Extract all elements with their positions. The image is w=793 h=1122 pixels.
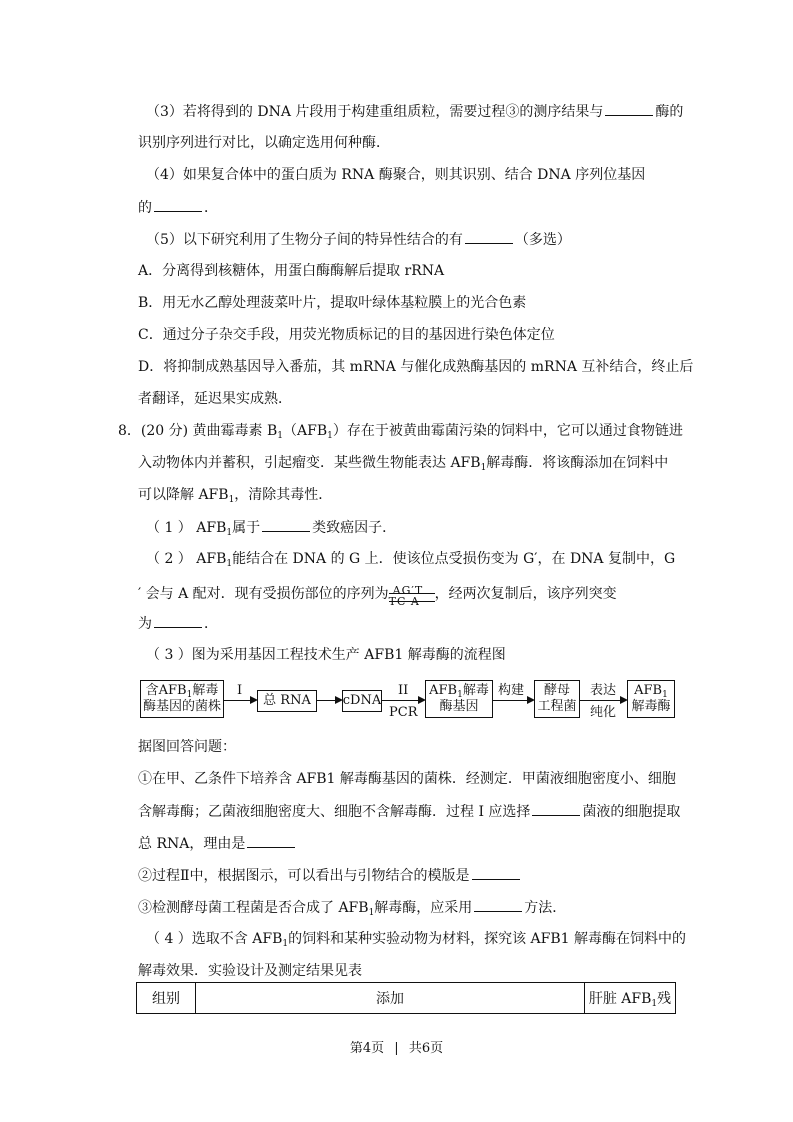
flow-box-gene: $AFB_1$解毒 酶基因 [425,680,493,718]
table-header-liver-afb1: 肝脏 $AFB_1$残 [585,983,676,1014]
q7-option-b: B．用无水乙醇处理菠菜叶片，提取叶绿体基粒膜上的光合色素 [138,295,527,311]
q8-intro-line2: 入动物体内并蓄积，引起瘤变．某些微生物能表达 $AFB_1$解毒酶．将该酶添加在饲料中 [138,455,669,473]
answer-blank[interactable] [465,229,513,244]
q8-part4-line2: 解毒效果．实验设计及测定结果见表 [138,963,362,979]
q8-intro-line1: 8．(20 分) 黄曲霉毒素 $B_1(AFB_1)$存在于被黄曲霉菌污染的饲料中，它可以通过食物链进 [118,423,683,441]
flow-box-enzyme: $AFB_1$ 解毒酶 [627,680,675,718]
q7-part4-line2: 的 ． [138,197,218,218]
results-table [136,982,676,1014]
flow-box-cdna: cDNA [342,690,382,712]
flow-arrow-4 [493,700,533,701]
q8-subq1-line3: 总 RNA，理由是 [138,833,297,854]
flow-step-2-label: II [398,683,409,698]
damaged-dna-sequence: AG′T TC A [389,581,435,607]
table-header-added: 添加 [196,983,585,1014]
flow-arrow-2 [317,700,341,701]
flow-step-1-label: I [237,683,243,698]
q7-part3-line2: 识别序列进行对比，以确定选用何种酶． [138,135,390,151]
q7-part4-line1: （4）如果复合体中的蛋白质为 RNA 酶聚合，则其识别、结合 DNA 序列位基因 [146,167,646,183]
table-header-group: 组别 [137,983,196,1014]
flow-step-4-bottom: 纯化 [590,705,617,720]
page-number: 第4页 [349,1041,385,1056]
q8-part4-line1: （ 4 ）选取不含 $AFB_1$的饲料和某种实验动物为材料，探究该 AFB1 解毒酶在饲料中的 [146,931,687,949]
q8-part3-heading: （ 3 ）图为采用基因工程技术生产 AFB1 解毒酶的流程图 [146,647,506,663]
answer-blank[interactable] [154,613,202,628]
footer-separator: | [394,1041,399,1056]
q7-part3-line1: （3）若将得到的 DNA 片段用于构建重组质粒，需要过程③的测序结果与 酶的 [146,101,683,122]
flow-arrow-3 [382,700,424,701]
answer-blank[interactable] [532,801,580,816]
flow-box-total-rna: 总 RNA [257,690,317,712]
answer-blank[interactable] [154,197,202,212]
q8-part1: （ 1 ） $AFB_1$属于 类致癌因子． [146,517,396,538]
answer-blank[interactable] [605,101,653,116]
q8-subq1-line2: 含解毒酶；乙菌液细胞密度大、细胞不含解毒酶．过程 I 应选择 菌液的细胞提取 [138,801,680,822]
page-total: 共6页 [408,1041,444,1056]
circled-number-3: ③ [505,104,520,120]
flow-step-3-label: 构建 [498,683,525,698]
flow-arrow-1 [224,700,256,701]
table-header-row [137,983,676,1014]
q8-answer-intro: 据图回答问题： [138,739,236,755]
q7-option-a: A．分离得到核糖体，用蛋白酶酶解后提取 rRNA [138,263,445,279]
flow-step-4-top: 表达 [590,683,617,698]
q8-subq1-line1: ①在甲、乙条件下培养含 AFB1 解毒酶基因的菌株．经测定．甲菌液细胞密度小、细胞 [138,771,676,787]
flow-box-yeast: 酵母 工程菌 [534,680,580,718]
q8-subq3: ③检测酵母菌工程菌是否合成了 $AFB_1$解毒酶，应采用 方法． [138,897,566,918]
answer-blank[interactable] [474,897,522,912]
q7-part5: （5）以下研究利用了生物分子间的特异性结合的有 （多选） [146,229,571,250]
q8-intro-line3: 可以降解 $AFB_1$，清除其毒性． [138,487,333,505]
q8-part2-line2: ′ 会与 A 配对．现有受损伤部位的序列为 AG′T TC A ，经两次复制后，该序列突变 [138,581,617,607]
answer-blank[interactable] [472,865,520,880]
q7-option-d-line1: D．将抑制成熟基因导入番茄，其 mRNA 与催化成熟酶基因的 mRNA 互补结合，终止后 [138,359,694,375]
flow-box-strain: 含$AFB_1$解毒 酶基因的菌株 [140,680,224,718]
q7-option-d-line2: 者翻译，延迟果实成熟． [138,391,292,407]
q8-part2-line3: 为 ． [138,613,218,634]
flow-step-2-pcr: PCR [389,705,418,720]
q8-part2-line1: （ 2 ） $AFB_1$能结合在 DNA 的 G 上．使该位点受损伤变为 G′，在 DNA 复制中，G [146,551,676,569]
answer-blank[interactable] [247,833,295,848]
answer-blank[interactable] [262,517,310,532]
q7-option-c: C．通过分子杂交手段，用荧光物质标记的目的基因进行染色体定位 [138,327,555,343]
q8-subq2: ②过程Ⅱ中，根据图示，可以看出与引物结合的模版是 [138,865,522,886]
page-footer [0,1037,793,1056]
flow-arrow-5 [580,700,626,701]
